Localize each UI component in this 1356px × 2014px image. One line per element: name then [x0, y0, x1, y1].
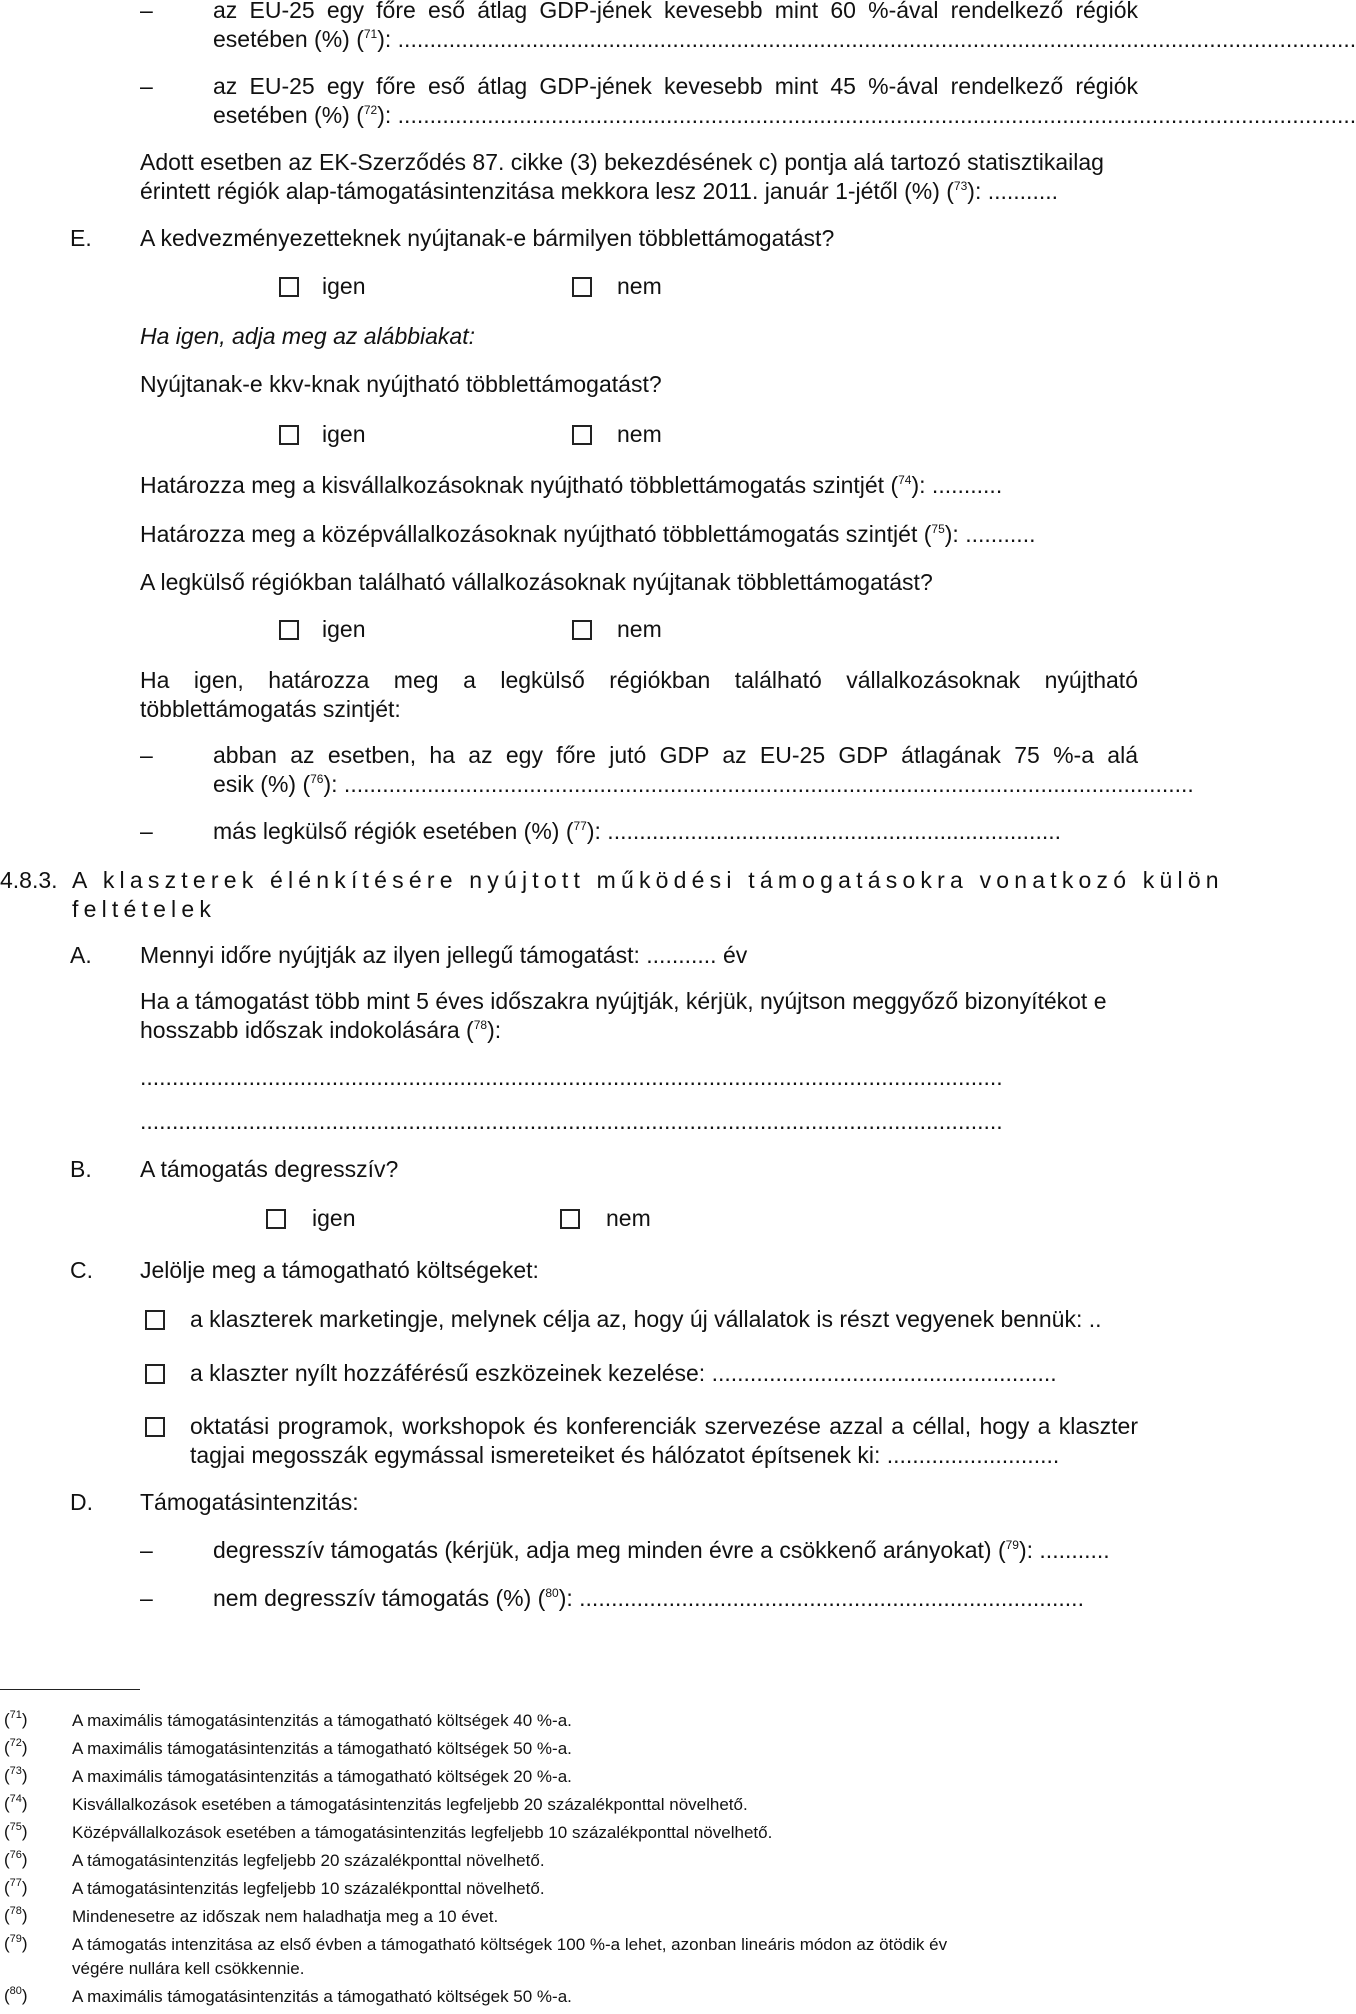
- region-45-line1: az EU-25 egy főre eső átlag GDP-jének kevesebb mint 45 %-ával rendelkező régiók: [213, 73, 1138, 99]
- outermost-if-yes-line1: Ha igen, határozza meg a legkülső régiókban található vállalkozásoknak nyújtható: [140, 667, 1138, 693]
- outermost-if-yes-line2: többlettámogatás szintjét:: [140, 696, 401, 722]
- label-sme-no: nem: [617, 421, 662, 447]
- outermost-question: A legkülső régiókban található vállalkozásoknak nyújtanak többlettámogatást?: [140, 569, 933, 595]
- degressive-aid-field: degresszív támogatás (kérjük, adja meg minden évre a csökkenő arányokat) ($^{79}$): ...........: [213, 1537, 1110, 1563]
- footnote-ref[interactable]: 72: [363, 103, 378, 117]
- label-extra-aid-yes: igen: [322, 273, 366, 299]
- dash-marker: –: [140, 818, 153, 844]
- footnote-ref[interactable]: 71: [363, 27, 378, 41]
- label-degressive-no: nem: [606, 1205, 651, 1231]
- label-training-programs-line2: tagjai megosszák egymással ismereteiket és hálózatot építsenek ki: ...........................: [190, 1442, 1060, 1468]
- footnote-number: ($^{71}$): [4, 1709, 28, 1729]
- label-outermost-no: nem: [617, 616, 662, 642]
- footnote-text-continued: végére nullára kell csökkennie.: [72, 1959, 305, 1978]
- outermost-gdp-line1: abban az esetben, ha az egy főre jutó GDP az EU-25 GDP átlagának 75 %-a alá: [213, 742, 1138, 768]
- sme-question: Nyújtanak-e kkv-knak nyújtható többlettámogatást?: [140, 371, 662, 397]
- justification-field-line2[interactable]: .......................................................................................................................................: [140, 1108, 1003, 1134]
- non-degressive-aid-field: nem degresszív támogatás (%) ($^{80}$): ...............................................................................: [213, 1585, 1084, 1611]
- footnote-number: ($^{77}$): [4, 1877, 28, 1897]
- label-open-access-facilities: a klaszter nyílt hozzáférésű eszközeinek kezelése: ......................................................: [190, 1360, 1057, 1386]
- checkbox-extra-aid-no[interactable]: [572, 277, 592, 297]
- outermost-gdp-line2: esik (%) ($^{76}$): .....................................................................................................................................: [213, 771, 1194, 797]
- footnote-text: Mindenesetre az időszak nem haladhatja meg a 10 évet.: [72, 1907, 499, 1926]
- item-letter-c: C.: [70, 1257, 93, 1283]
- longer-period-line2: hosszabb időszak indokolására ($^{78}$):: [140, 1017, 502, 1043]
- dash-marker: –: [140, 1585, 153, 1611]
- checkbox-extra-aid-yes[interactable]: [279, 277, 299, 297]
- checkbox-sme-no[interactable]: [572, 425, 592, 445]
- footnote-ref[interactable]: 77: [573, 819, 587, 833]
- region-60-line1: az EU-25 egy főre eső átlag GDP-jének kevesebb mint 60 %-ával rendelkező régiók: [213, 0, 1138, 23]
- footnote-number: ($^{80}$): [4, 1985, 28, 2005]
- label-sme-yes: igen: [322, 421, 366, 447]
- degressive-question: A támogatás degresszív?: [140, 1156, 399, 1182]
- item-letter-a: A.: [70, 942, 92, 968]
- footnote-number: ($^{78}$): [4, 1905, 28, 1925]
- footnote-ref[interactable]: 80: [545, 1586, 559, 1600]
- footnote-text: Kisvállalkozások esetében a támogatásintenzitás legfeljebb 20 százalékponttal növelhető.: [72, 1795, 748, 1814]
- small-enterprise-level: Határozza meg a kisvállalkozásoknak nyújtható többlettámogatás szintjét ($^{74}$): ...........: [140, 472, 1003, 498]
- region-60-line2: esetében (%) ($^{71}$): ......................................................................................................................................................: [213, 26, 1356, 52]
- treaty-para-line2: érintett régiók alap-támogatásintenzitása mekkora lesz 2011. január 1-jétől (%) ($^{73}$): ...........: [140, 178, 1059, 204]
- footnote-text: A maximális támogatásintenzitás a támogatható költségek 20 %-a.: [72, 1767, 572, 1786]
- footnote-number: ($^{76}$): [4, 1849, 28, 1869]
- checkbox-cluster-marketing[interactable]: [145, 1310, 165, 1330]
- footnote-text: A támogatás intenzitása az első évben a támogatható költségek 100 %-a lehet, azonban lineáris módon az ötödik év: [72, 1935, 948, 1954]
- footnote-number: ($^{75}$): [4, 1821, 28, 1841]
- longer-period-line1: Ha a támogatást több mint 5 éves időszakra nyújtják, kérjük, nyújtson meggyőző bizonyítékot e: [140, 988, 1107, 1014]
- footnote-number: ($^{74}$): [4, 1793, 28, 1813]
- section-number: 4.8.3.: [0, 867, 58, 893]
- medium-enterprise-level: Határozza meg a középvállalkozásoknak nyújtható többlettámogatás szintjét ($^{75}$): ...........: [140, 521, 1036, 547]
- footnote-number: ($^{73}$): [4, 1765, 28, 1785]
- dash-marker: –: [140, 1537, 153, 1563]
- footnote-text: A maximális támogatásintenzitás a támogatható költségek 40 %-a.: [72, 1711, 572, 1730]
- section-title-line1: A klaszterek élénkítésére nyújtott működési támogatásokra vonatkozó külön: [72, 867, 1224, 893]
- treaty-para-line1: Adott esetben az EK-Szerződés 87. cikke (3) bekezdésének c) pontja alá tartozó statisztikailag: [140, 149, 1104, 175]
- footnote-ref[interactable]: 78: [473, 1018, 488, 1032]
- label-extra-aid-no: nem: [617, 273, 662, 299]
- checkbox-sme-yes[interactable]: [279, 425, 299, 445]
- dash-marker: –: [140, 742, 153, 768]
- footnote-text: Középvállalkozások esetében a támogatásintenzitás legfeljebb 10 százalékponttal növelhető.: [72, 1823, 773, 1842]
- checkbox-outermost-yes[interactable]: [279, 620, 299, 640]
- label-outermost-yes: igen: [322, 616, 366, 642]
- region-45-line2: esetében (%) ($^{72}$): ......................................................................................................................................................: [213, 102, 1356, 128]
- checkbox-degressive-no[interactable]: [560, 1209, 580, 1229]
- section-letter-e: E.: [70, 225, 92, 251]
- footnote-ref[interactable]: 73: [953, 179, 968, 193]
- footnote-text: A maximális támogatásintenzitás a támogatható költségek 50 %-a.: [72, 1987, 572, 2006]
- footnote-number: ($^{79}$): [4, 1933, 28, 1953]
- footnote-text: A maximális támogatásintenzitás a támogatható költségek 50 %-a.: [72, 1739, 572, 1758]
- item-letter-b: B.: [70, 1156, 92, 1182]
- justification-field-line1[interactable]: .......................................................................................................................................: [140, 1064, 1003, 1090]
- section-title-line2: feltételek: [72, 896, 217, 922]
- item-letter-d: D.: [70, 1489, 93, 1515]
- footnote-text: A támogatásintenzitás legfeljebb 20 százalékponttal növelhető.: [72, 1851, 545, 1870]
- eligible-costs-question: Jelölje meg a támogatható költségeket:: [140, 1257, 539, 1283]
- checkbox-degressive-yes[interactable]: [266, 1209, 286, 1229]
- footnote-number: ($^{72}$): [4, 1737, 28, 1757]
- aid-intensity-heading: Támogatásintenzitás:: [140, 1489, 359, 1515]
- footnote-ref[interactable]: 79: [1005, 1538, 1019, 1552]
- extra-aid-question: A kedvezményezetteknek nyújtanak-e bármilyen többlettámogatást?: [140, 225, 835, 251]
- dash-marker: –: [140, 73, 153, 99]
- footnote-separator: [0, 1689, 140, 1690]
- checkbox-outermost-no[interactable]: [572, 620, 592, 640]
- footnote-ref[interactable]: 76: [310, 772, 324, 786]
- other-outermost: más legkülső régiók esetében (%) ($^{77}$): .......................................................................: [213, 818, 1061, 844]
- checkbox-training-programs[interactable]: [145, 1417, 165, 1437]
- footnote-ref[interactable]: 74: [898, 473, 912, 487]
- label-cluster-marketing: a klaszterek marketingje, melynek célja az, hogy új vállalatok is részt vegyenek bennük: ..: [190, 1306, 1102, 1332]
- duration-question: Mennyi időre nyújtják az ilyen jellegű támogatást: ........... év: [140, 942, 748, 968]
- footnote-text: A támogatásintenzitás legfeljebb 10 százalékponttal növelhető.: [72, 1879, 545, 1898]
- dash-marker: –: [140, 0, 153, 23]
- label-degressive-yes: igen: [312, 1205, 356, 1231]
- checkbox-open-access-facilities[interactable]: [145, 1364, 165, 1384]
- footnote-ref[interactable]: 75: [931, 522, 945, 536]
- label-training-programs-line1: oktatási programok, workshopok és konferenciák szervezése azzal a céllal, hogy a klaszter: [190, 1413, 1138, 1439]
- if-yes-instruction: Ha igen, adja meg az alábbiakat:: [140, 323, 475, 349]
